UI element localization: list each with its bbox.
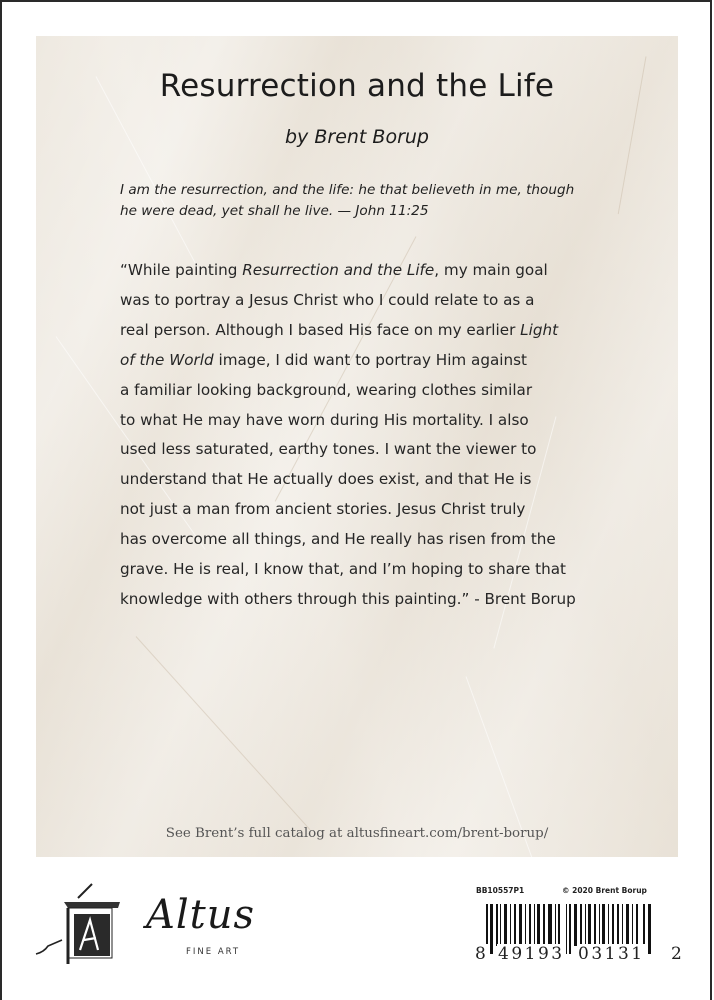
quote-line: a familiar looking background, wearing clothes similar [120,380,533,399]
barcode-digit-last: 2 [671,944,685,964]
artist-byline: by Brent Borup [285,126,429,148]
quote-line: understand that He actually does exist, and that He is [120,470,532,489]
quote-line: has overcome all things, and He really has risen from the [120,530,556,549]
altus-logo [34,876,264,976]
barcode-group-left: 49193 [498,944,565,964]
quote-line: real person. Although I based His face on my earlier Light [120,320,559,339]
copyright-text: © 2020 Brent Borup [562,886,647,895]
verse-line: he were dead, yet shall he live. — John 11:25 [120,203,429,219]
quote-line: of the World image, I did want to portray Him against [120,350,528,369]
quote-line: grave. He is real, I know that, and I’m hoping to share that [120,560,566,579]
scripture-verse [120,180,650,222]
logo-wordmark: Altus [146,892,256,938]
marble-vein [96,76,200,271]
quote-line: not just a man from ancient stories. Jesus Christ truly [120,500,526,519]
catalog-link-text: See Brent’s full catalog at altusfineart.com/brent-borup/ [165,826,549,841]
framed-a-easel-icon [34,876,144,976]
quote-line: knowledge with others through this painting.” - Brent Borup [120,589,576,608]
barcode-group-right: 03131 [578,944,645,964]
logo-tagline: FINE ART [186,947,241,957]
card-title: Resurrection and the Life [159,68,555,104]
quote-line: was to portray a Jesus Christ who I could relate to as a [120,290,535,309]
artist-quote [120,256,660,615]
verse-line: I am the resurrection, and the life: he that believeth in me, though [120,182,575,198]
card-panel [36,36,678,857]
quote-line: to what He may have worn during His mortality. I also [120,410,529,429]
marble-vein [136,636,311,830]
quote-line: used less saturated, earthy tones. I want the viewer to [120,440,537,459]
quote-line: “While painting Resurrection and the Life, my main goal [120,261,548,279]
barcode-digit-first: 8 [475,944,489,964]
product-sku: BB10557P1 [476,886,525,895]
